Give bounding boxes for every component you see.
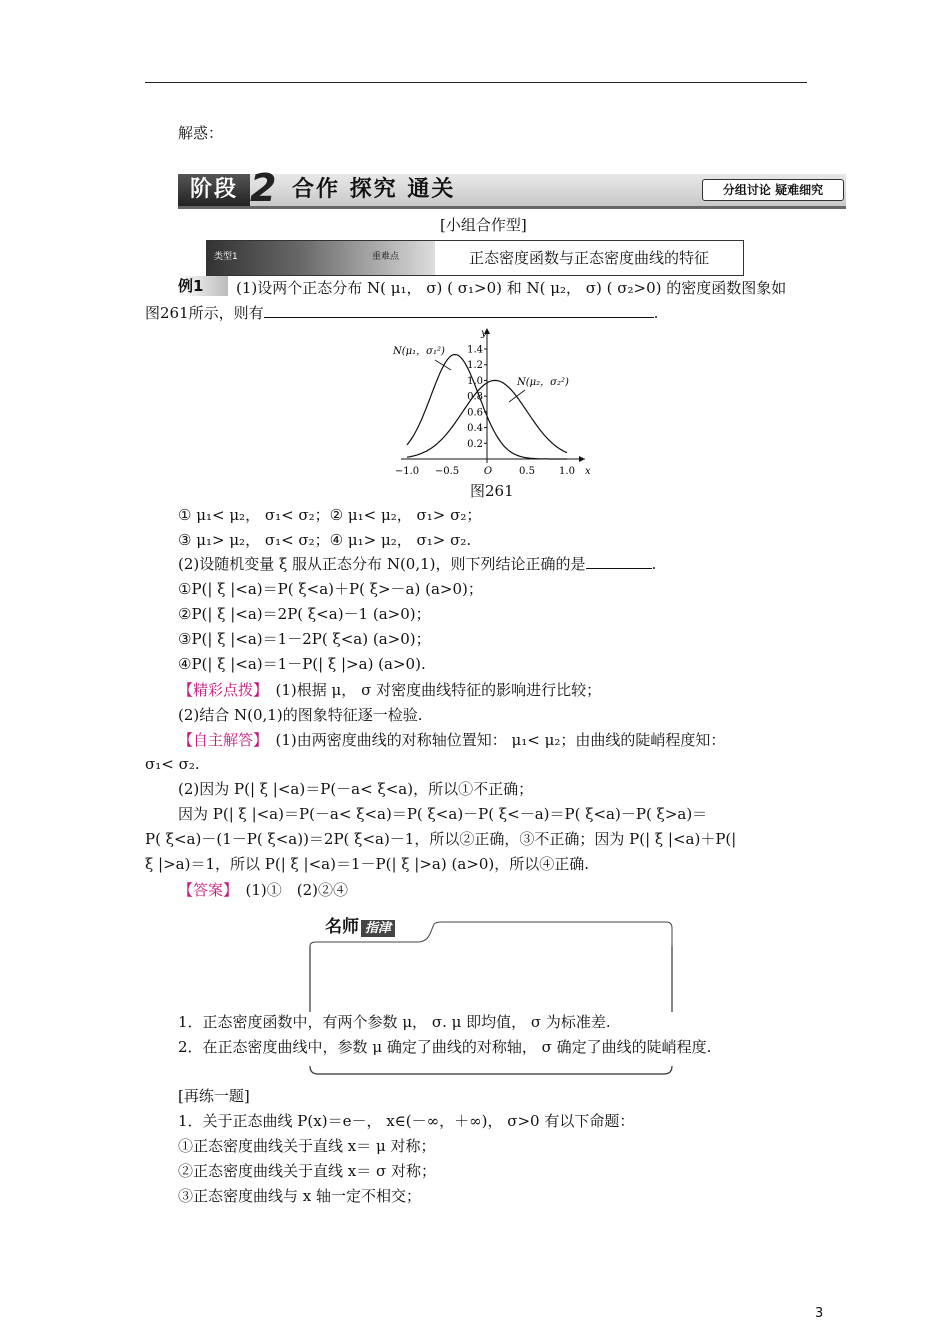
stage-title: 合作 探究 通关	[292, 177, 456, 202]
solution-line2: σ₁< σ₂.	[145, 755, 200, 773]
options-line2: ③ μ₁> μ₂， σ₁< σ₂；④ μ₁> μ₂， σ₁> σ₂.	[178, 531, 472, 549]
intro-label: 解惑：	[178, 124, 224, 142]
series-label-2: N(μ₂，σ₂²)	[517, 377, 569, 388]
practice-line4: ③正态密度曲线与 x 轴一定不相交；	[178, 1187, 421, 1205]
y-tick-label: 0.2	[467, 438, 483, 450]
y-axis-label: y	[481, 328, 487, 339]
q2-answer-blank	[586, 553, 652, 569]
practice-line3: ②正态密度曲线关于直线 x＝ σ 对称；	[178, 1162, 437, 1180]
y-tick-label: 0.6	[467, 407, 483, 419]
type-tag-right: 重难点	[372, 252, 400, 262]
practice-line1: 1．关于正态曲线 P(x)＝e－， x∈(－∞，＋∞)， σ>0 有以下命题：	[178, 1112, 635, 1130]
answer-label: 【答案】	[178, 881, 231, 899]
figure-caption: 图261	[470, 482, 514, 500]
type-title: 正态密度函数与正态密度曲线的特征	[468, 249, 709, 267]
y-tick-label: 0.4	[467, 423, 483, 435]
type-tag-left: 类型1	[214, 252, 238, 262]
chart-plot-area	[392, 328, 591, 474]
header-rule	[145, 82, 807, 83]
series-leader-1	[435, 360, 451, 370]
x-tick-label: O	[483, 466, 493, 474]
x-axis-arrow	[579, 456, 585, 462]
y-tick-label: 1.2	[467, 360, 483, 372]
y-tick-label: 0.8	[467, 391, 483, 403]
solution-label: 【自主解答】	[178, 731, 261, 749]
statement-4: ④P(| ξ |<a)＝1－P(| ξ |>a) (a>0).	[178, 655, 426, 673]
q2-text: (2)设随机变量 ξ 服从正态分布 N(0,1)，则下列结论正确的是	[178, 555, 586, 573]
x-tick-label: 1.0	[559, 466, 575, 474]
q1-line1: (1)设两个正态分布 N( μ₁， σ) ( σ₁>0) 和 N( μ₂， σ) ( σ₂>0) 的密度函数图象如	[236, 279, 787, 297]
y-tick-label: 1.4	[467, 344, 483, 356]
practice-line2: ①正态密度曲线关于直线 x＝ μ 对称；	[178, 1137, 436, 1155]
statement-2: ②P(| ξ |<a)＝2P( ξ<a)－1 (a>0)；	[178, 605, 431, 623]
stage-tag: 分组讨论 疑难细究	[702, 179, 844, 201]
q1-line2-text: 图261所示，则有	[145, 304, 264, 322]
stage-number: 2	[250, 166, 277, 210]
x-axis-label: x	[585, 466, 591, 474]
y-tick-label: 1.0	[467, 375, 483, 387]
hint-line2: (2)结合 N(0,1)的图象特征逐一检验.	[178, 706, 423, 724]
solution-line1	[178, 729, 858, 751]
statement-3: ③P(| ξ |<a)＝1－2P( ξ<a) (a>0)；	[178, 630, 431, 648]
q1-line2-end: .	[653, 304, 659, 322]
group-label: [小组合作型]	[440, 216, 527, 234]
mingshi-title	[325, 912, 395, 937]
solution-line3: (2)因为 P(| ξ |<a)＝P(－a< ξ<a)，所以①不正确；	[178, 780, 534, 798]
normal-density-chart	[385, 322, 595, 474]
series-label-1: N(μ₁，σ₁²)	[393, 346, 445, 357]
q2-line	[178, 553, 858, 575]
mingshi-title-a: 名师	[325, 917, 359, 937]
x-tick-label: −0.5	[434, 466, 460, 474]
q1-answer-blank	[264, 302, 654, 318]
page-number: 3	[815, 1306, 824, 1321]
mingshi-line1: 1．正态密度函数中，有两个参数 μ， σ. μ 即均值， σ 为标准差.	[178, 1013, 611, 1031]
solution-line5: P( ξ<a)－(1－P( ξ<a))＝2P( ξ<a)－1，所以②正确，③不正确；因为 P(| ξ |<a)＋P(|	[145, 830, 737, 848]
mingshi-title-b: 指津	[361, 920, 395, 937]
solution-line4: 因为 P(| ξ |<a)＝P(－a< ξ<a)＝P( ξ<a)－P( ξ<－a)＝P( ξ<a)－P( ξ>a)＝	[178, 805, 708, 823]
q1-line2	[145, 302, 825, 324]
x-tick-label: 0.5	[519, 466, 535, 474]
type-banner	[207, 241, 435, 275]
hint-text1: (1)根据 μ， σ 对密度曲线特征的影响进行比较；	[275, 681, 602, 699]
mingshi-line2: 2．在正态密度曲线中，参数 μ 确定了曲线的对称轴， σ 确定了曲线的陡峭程度.	[178, 1038, 712, 1056]
x-tick-label: −1.0	[394, 466, 420, 474]
hint-label: 【精彩点拨】	[178, 681, 261, 699]
solution-text1: (1)由两密度曲线的对称轴位置知： μ₁< μ₂；由曲线的陡峭程度知：	[275, 731, 726, 749]
statement-1: ①P(| ξ |<a)＝P( ξ<a)＋P( ξ>－a) (a>0)；	[178, 580, 483, 598]
example-tag: 例1	[178, 276, 228, 296]
options-line1: ① μ₁< μ₂， σ₁< σ₂；② μ₁< μ₂， σ₁> σ₂；	[178, 506, 482, 524]
practice-label: [再练一题]	[178, 1087, 250, 1105]
hint-line1	[178, 679, 858, 701]
solution-line6: ξ |>a)＝1，所以 P(| ξ |<a)＝1－P(| ξ |>a) (a>0)，所以④正确.	[145, 855, 590, 873]
answer-value: (1)① (2)②④	[245, 881, 349, 899]
series-leader-2	[509, 390, 525, 402]
q2-end: .	[651, 555, 657, 573]
stage-prefix: 阶段	[178, 174, 250, 206]
answer-line	[178, 879, 858, 901]
